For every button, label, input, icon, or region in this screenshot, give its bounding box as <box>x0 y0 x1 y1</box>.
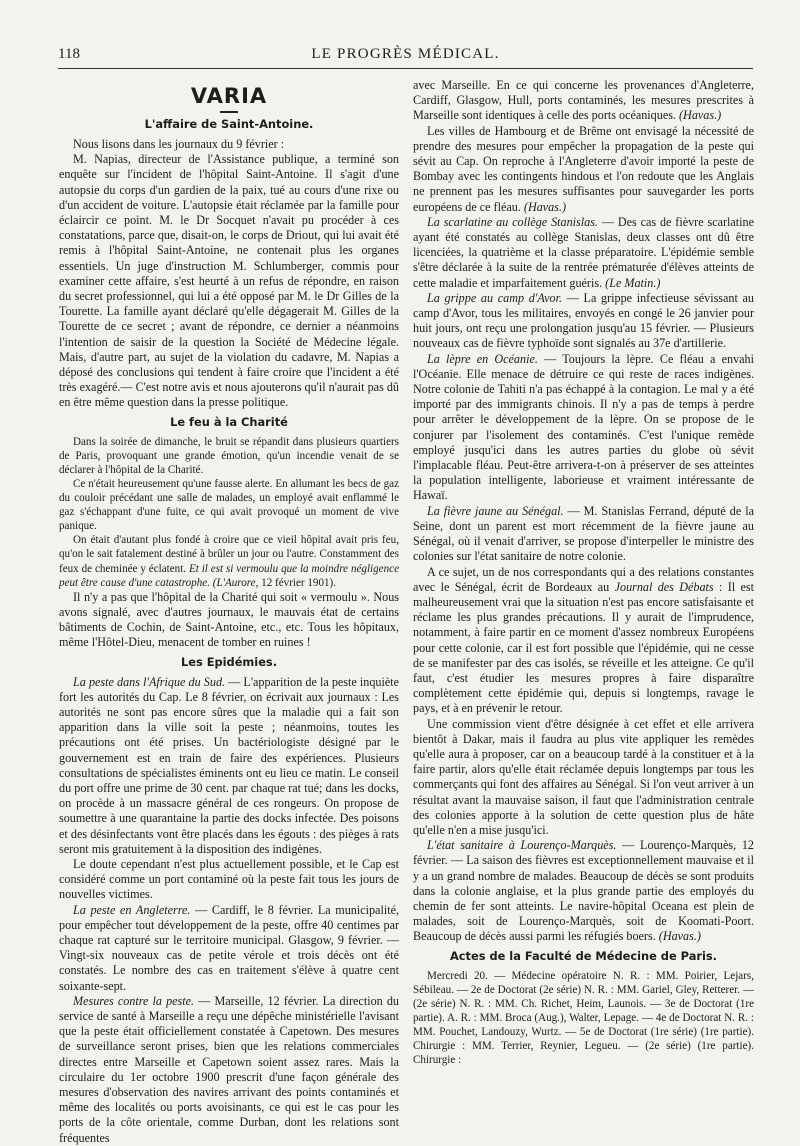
paragraph <box>59 903 399 994</box>
heading-divider <box>220 111 238 113</box>
source-citation: (Havas.) <box>658 929 701 944</box>
text-run: avec Marseille. En ce qui concerne les provenances d'Angleterre, Cardiff, Glasgow, Hull, ports contaminés, les mesures prescrites à Marseille sont identiques à celle des ports océaniques. <box>413 78 754 123</box>
text-run: : Il est malheureusement vrai que la situation n'est pas encore satisfaisante et réclame les plus grandes précautions. Il y aurait de l'imprudence, notamment, à faire partir en ce moment d'assez nombreux Européens pour cette colonie, car il est fort possible que l'épidémie, qui ne cesse de se manifester par des cas isolés, se réveille et les atteigne. Ce qu'il faut, c'est étudier les mesures propres à faire disparaître complètement cette épidémie qui, depuis si longtemps, ravage le pays, et à en prévenir le retour. <box>413 579 754 716</box>
paragraph <box>413 215 754 291</box>
text-run: Les villes de Hambourg et de Brême ont envisagé la nécessité de prendre des mesures pour empêcher la propagation de la peste qui sévit au Cap. On reproche à l'Angleterre d'avoir importé la peste de Bombay avec les contingents hindous et l'on redoute que les Anglais ne prennent pas les mesures suffisantes pour sauvegarder les ports européens de ce fléau. <box>413 123 754 214</box>
subhead: La peste en Angleterre. <box>73 902 191 917</box>
article-title-charite: Le feu à la Charité <box>170 414 288 429</box>
paragraph <box>59 533 399 589</box>
text-run: — Marseille, 12 février. La direction du service de santé à Marseille a reçu une dépêche ministérielle l'avisant que la peste était officiellement constatée à Capetown. Des mesures de surveillance seront prises, bien que les relations commerciales directes entre Marseille et Capetown soient assez rares. Mais la circulaire du 1er octobre 1900 prescrit d'une façon générale des mesures d'observation des navires arrivant des points contaminés et même des localités ou ports avoisinants, ce qui est le cas pour les ports de la côte orientale, comme Durban, dont les relations sont fréquentes <box>59 993 399 1145</box>
source-citation: (Le Matin.) <box>605 275 661 290</box>
paragraph <box>413 291 754 352</box>
paragraph <box>413 78 754 124</box>
paragraph: Le doute cependant n'est plus actuellement possible, et le Cap est considéré comme un port contaminé où la peste fait tous les jours de nouvelles victimes. <box>59 856 399 902</box>
text-run: — Des cas de fièvre scarlatine ayant été constatés au collège Stanislas, deux classes ont dû être licenciées, la quatrième et la classe préparatoire. L'épidémie semble s'être déclarée à la suite de la rentrée prématurée d'élèves atteints de cette maladie et imparfaitement guéris. <box>413 214 754 290</box>
subhead: La fièvre jaune au Sénégal. <box>427 503 564 518</box>
subhead: La scarlatine au collège Stanislas. <box>427 214 598 229</box>
left-column <box>59 78 399 1146</box>
paragraph: M. Napias, directeur de l'Assistance publique, a terminé son enquête sur l'incident de l'hôpital Saint-Antoine. Il s'agit d'une autopsie du corps d'un gardien de la paix, tué au cours d'une rixe ou d'un accident de voiture. L'autopsie était réclamée par la famille pour éclaircir ce point. M. le Dr Socquet n'avait pu procéder à ces constatations, parce que, disait-on, le corps de Driout, qui lui avait été remis à l'hôpital Saint-Antoine, ne contenait plus les organes essentiels. Un juge d'instruction M. Schlumberger, commis pour examiner cette affaire, s'est heurté à un refus de répondre, en raison du secret professionnel, qui lui a été opposé par M. le Dr Gilles de la Tourette. La famille ayant déclaré qu'elle dégagerait M. Gilles de la Tourette de ce secret ; avant de répondre, ce dernier a néanmoins l'intention de saisir de la question la Société de Médecine légale. Mais, d'autre part, au sujet de la violation du cadavre, M. Napias a déposé des conclusions qui tendent à faire croire que l'incident a été très exagéré.— C'est notre avis et nous ajouterons qu'il n'aurait pas dû en être même question dans la presse politique. <box>59 152 399 410</box>
paragraph <box>413 124 754 215</box>
text-run: — M. Stanislas Ferrand, député de la Seine, dont un parent est mort récemment de la fièvre jaune au Sénégal, où il venait d'arriver, se propose d'interpeller le ministre des colonies sur l'état sanitaire de notre colonie. <box>413 503 754 564</box>
text-run: — Lourenço-Marquès, 12 février. — La saison des fièvres est exceptionnellement mauvaise et il y a un grand nombre de malades. Beaucoup de décès se sont produits dans la colonie anglaise, et la plus grande partie des employés du chemin de fer sont atteints. Le navire-hôpital Oceana est plein de malades, soit de Lourenço-Marquès, soit de Koomati-Poort. Beaucoup de décès aussi parmi les réfugiés boers. <box>413 838 754 944</box>
page-header <box>58 46 753 66</box>
journal-reference: Journal des Débats <box>614 579 714 594</box>
article-title-actes-faculte: Actes de la Faculté de Médecine de Paris. <box>449 948 718 963</box>
header-rule <box>58 68 753 69</box>
article-title-saint-antoine: L'affaire de Saint-Antoine. <box>144 117 314 131</box>
paragraph: Il n'y a pas que l'hôpital de la Charité qui soit « vermoulu ». Nous avons signalé, avec d'autres journaux, le mauvais état de certains bâtiments de Cochin, de Saint-Antoine, etc., etc. Tous les hôpitaux, même l'Hôtel-Dieu, menacent de tomber en ruines ! <box>59 589 399 650</box>
paragraph <box>59 994 399 1146</box>
page-number: 118 <box>58 46 80 62</box>
section-heading-varia: VARIA <box>190 84 268 108</box>
journal-title: LE PROGRÈS MÉDICAL. <box>311 46 500 62</box>
paragraph: Mercredi 20. — Médecine opératoire N. R. : MM. Poirier, Lejars, Sébileau. — 2e de Doctorat (2e série) N. R. : MM. Gariel, Gley, Retterer. — (2e série) N. R. : MM. Ch. Richet, Heim, Launois. — 3e de Doctorat (1re partie). A. R. : MM. Broca (Aug.), Walter, Lepage. — 4e de Doctorat N. R. : MM. Pouchet, Landouzy, Wurtz. — 5e de Doctorat (1re série) (1re partie). Chirurgie : MM. Terrier, Reynier, Legueu. — (2e série) (1re partie). Chirurgie : <box>413 969 754 1067</box>
paragraph <box>59 675 399 857</box>
article-title-epidemies: Les Epidémies. <box>180 654 278 669</box>
right-column <box>413 78 754 1067</box>
text-run: On était d'autant plus fondé à croire que ce vieil hôpital avait pris feu, qu'on le sait fatalement destiné à brûler un jour ou l'autre. Constamment des feux de cheminée y éclatent. <box>59 534 399 575</box>
subhead: La lèpre en Océanie. <box>427 351 538 366</box>
text-run: — L'apparition de la peste inquiète fort les autorités du Cap. Le 8 février, on écrivait aux journaux : Les autorités ne sont pas encore sûres que la maladie qui a fait son apparition dans la ville soit la peste ; néanmoins, toutes les précautions ont été prises. Un bactériologiste désigné par le gouvernement est en train de faire des expériences. Plusieurs consultations de spécialistes éminents ont eu lieu ce matin. Le conseil du port offre une prime de 30 cent. par chaque rat tué; dans les docks, on procède à un massacre général de ces rongeurs. On propose de soumettre à une quarantaine la partie des docks infectée. Des poisons et des désinfectants vont être placés dans les égouts : des pièges à rats seront mis gratuitement à la disposition des indigènes. <box>59 674 399 856</box>
subhead: La grippe au camp d'Avor. <box>427 290 563 305</box>
paragraph: Ce n'était heureusement qu'une fausse alerte. En allumant les becs de gaz du couloir précédant une salle de malades, un employé avait enflammé le gaz s'échappant d'une fuite, ce qui avait provoqué un moment de vive panique. <box>59 477 399 533</box>
paragraph <box>413 352 754 504</box>
text-run: — Cardiff, le 8 février. La municipalité, pour empêcher tout développement de la peste, offre 40 centimes par chaque rat capturé sur le territoire municipal. Glasgow, 9 février. — Vingt-six nouveaux cas de petite vérole et trois décès ont été constatés. Le nombre des cas en traitement s'élève à quatre cent soixante-sept. <box>59 902 399 993</box>
paragraph <box>413 504 754 565</box>
source-citation: (Havas.) <box>679 108 722 123</box>
text-run: — Toujours la lèpre. Ce fléau a envahi l'Océanie. Elle menace de détruire ce qui reste de races indigènes. Notre colonie de Tahiti n'a pas échappé à la contagion. Le mal y a été importé par des immigrants chinois. Il n'y a pas de temps à perdre pour arrêter le développement de la lèpre. On se propose de le conjurer par l'isolement des contaminés. C'est l'unique remède employé jusqu'ici dans les autres parties du globe où sévit l'implacable fléau. Peut-être arrivera-t-on à préserver de ses atteintes la population intelligente, laborieuse et vraiment intéressante de Hawaï. <box>413 351 754 503</box>
text-run: A ce sujet, un de nos correspondants qui a des relations constantes avec le Sénégal, écrit de Bordeaux au <box>413 564 754 594</box>
italic-quote: Et il est si vermoulu que la moindre négligence peut être cause d'une catastrophe. <box>59 562 400 589</box>
source-citation: (L'Aurore, <box>212 576 259 589</box>
paragraph: Nous lisons dans les journaux du 9 février : <box>73 137 285 151</box>
paragraph: Dans la soirée de dimanche, le bruit se répandit dans plusieurs quartiers de Paris, provoquant une grande émotion, qu'un incendie venait de se déclarer à l'hôpital de la Charité. <box>59 435 399 476</box>
subhead: La peste dans l'Afrique du Sud. <box>73 674 226 689</box>
subhead: Mesures contre la peste. <box>73 993 195 1008</box>
source-citation: (Havas.) <box>523 199 567 214</box>
paragraph <box>413 838 754 944</box>
source-date: 12 février 1901). <box>261 576 337 589</box>
text-run: — La grippe infectieuse sévissant au camp d'Avor, tous les militaires, envoyés en congé le 26 janvier pour huit jours, ont reçu une prolongation jusqu'au 15 février. — Plusieurs nouveaux cas de fièvre typhoïde sont signalés au 37e d'artillerie. <box>413 290 754 351</box>
subhead: L'état sanitaire à Lourenço-Marquès. <box>427 838 617 853</box>
paragraph <box>413 565 754 717</box>
paragraph: Une commission vient d'être désignée à cet effet et elle arrivera bientôt à Dakar, mais il faudra au plus vite appliquer les remèdes qu'elle aura à proposer, car on a beaucoup tardé à la constituer et à la faire partir, alors qu'elle était réclamée depuis longtemps par tous les commerçants qui font des affaires au Sénégal. Si l'on veut arriver à un résultat avant la mauvaise saison, il faut que l'administration centrale des colonies apporte à la solution de cette question plus de hâte qu'elle n'en a mise jusqu'ici. <box>413 716 754 837</box>
